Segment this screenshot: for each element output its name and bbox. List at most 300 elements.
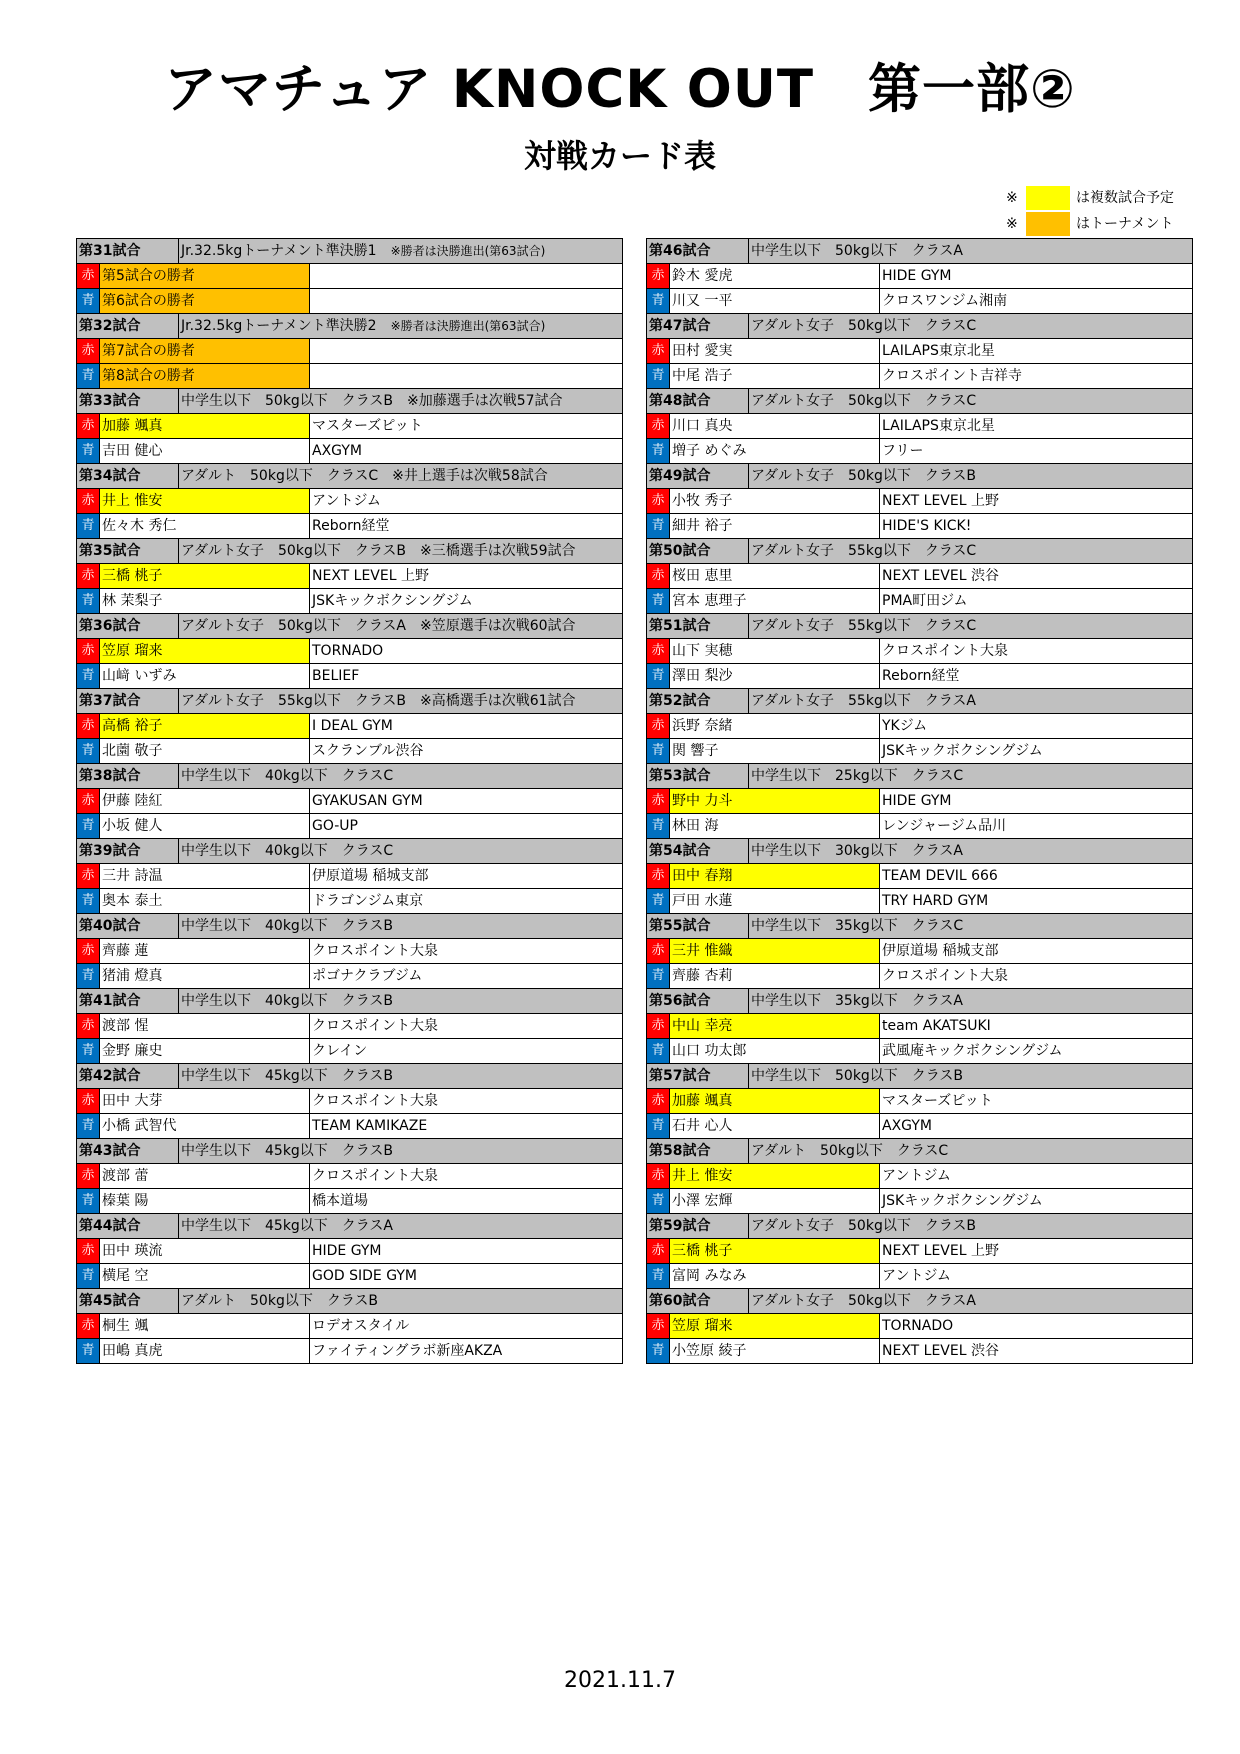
red-corner-label: 赤 [647, 264, 670, 288]
blue-corner-label: 青 [647, 1114, 670, 1138]
blue-fighter-gym: クレイン [310, 1039, 623, 1064]
blue-fighter-name: 戸田 水蓮 [672, 893, 733, 909]
red-corner-label: 赤 [647, 414, 670, 438]
blue-corner-label: 青 [77, 514, 100, 538]
red-fighter-gym: YKジム [880, 714, 1193, 739]
red-corner-label: 赤 [647, 1014, 670, 1038]
bout-category-text: 中学生以下 40kg以下 クラスB [181, 918, 393, 934]
red-corner-label: 赤 [647, 1089, 670, 1113]
bout-header-row [647, 914, 1193, 939]
bout-category [749, 839, 1193, 864]
blue-corner-label: 青 [647, 1339, 670, 1363]
blue-fighter-gym: スクランブル渋谷 [310, 739, 623, 764]
blue-fighter-gym: BELIEF [310, 664, 623, 689]
blue-fighter-gym: フリー [880, 439, 1193, 464]
blue-fighter-cell [647, 1189, 880, 1214]
blue-fighter-name: 川又 一平 [672, 293, 733, 309]
legend-mark: ※ [1006, 190, 1018, 206]
blue-fighter-gym: 橋本道場 [310, 1189, 623, 1214]
bout-number: 第58試合 [647, 1139, 749, 1164]
bout-category-text: Jr.32.5kgトーナメント準決勝2 [181, 318, 377, 334]
bout-category [179, 914, 623, 939]
blue-corner-label: 青 [77, 814, 100, 838]
bout-category [749, 539, 1193, 564]
blue-fighter-name: 富岡 みなみ [672, 1268, 747, 1284]
blue-fighter-cell [77, 739, 310, 764]
bout-header-row [77, 1064, 623, 1089]
red-fighter-gym: 伊原道場 稲城支部 [880, 939, 1193, 964]
blue-fighter-cell [77, 664, 310, 689]
red-corner-row [647, 639, 1193, 664]
red-fighter-name: 鈴木 愛虎 [672, 268, 733, 284]
red-fighter-gym: マスターズピット [310, 414, 623, 439]
blue-fighter-cell [77, 964, 310, 989]
red-corner-row [77, 339, 623, 364]
blue-corner-label: 青 [647, 289, 670, 313]
blue-fighter-cell [647, 364, 880, 389]
red-fighter-gym: HIDE GYM [880, 789, 1193, 814]
red-fighter-name: 中山 幸亮 [670, 1014, 879, 1038]
bout-category-text: Jr.32.5kgトーナメント準決勝1 [181, 243, 377, 259]
blue-fighter-gym: レンジャージム品川 [880, 814, 1193, 839]
blue-fighter-gym: PMA町田ジム [880, 589, 1193, 614]
red-fighter-gym [310, 264, 623, 289]
red-fighter-gym: TORNADO [880, 1314, 1193, 1339]
blue-corner-row [77, 589, 623, 614]
red-corner-label: 赤 [77, 489, 100, 513]
bout-category-text: 中学生以下 40kg以下 クラスB [181, 993, 393, 1009]
red-fighter-gym: クロスポイント大泉 [310, 1089, 623, 1114]
bout-category [749, 989, 1193, 1014]
blue-fighter-gym: Reborn経堂 [310, 514, 623, 539]
blue-fighter-gym: AXGYM [310, 439, 623, 464]
blue-fighter-name: 小坂 健人 [102, 818, 163, 834]
bout-header-row [77, 539, 623, 564]
blue-corner-label: 青 [647, 1264, 670, 1288]
red-fighter-name: 第5試合の勝者 [100, 264, 309, 288]
bout-header-row [77, 239, 623, 264]
blue-fighter-cell [647, 964, 880, 989]
bout-category-text: 中学生以下 30kg以下 クラスA [751, 843, 963, 859]
blue-fighter-gym: HIDE'S KICK! [880, 514, 1193, 539]
blue-fighter-cell [647, 739, 880, 764]
red-corner-label: 赤 [77, 1314, 100, 1338]
blue-corner-label: 青 [77, 1339, 100, 1363]
bout-category-text: アダルト女子 55kg以下 クラスC [751, 618, 977, 634]
red-fighter-cell [77, 639, 310, 664]
blue-fighter-cell [647, 889, 880, 914]
blue-fighter-gym: ドラゴンジム東京 [310, 889, 623, 914]
bout-number: 第44試合 [77, 1214, 179, 1239]
bout-category [749, 239, 1193, 264]
red-fighter-cell [647, 264, 880, 289]
red-corner-row [647, 414, 1193, 439]
blue-fighter-name: 吉田 健心 [102, 443, 163, 459]
red-fighter-cell [647, 1314, 880, 1339]
bout-number: 第48試合 [647, 389, 749, 414]
red-corner-row [647, 564, 1193, 589]
bout-category [749, 764, 1193, 789]
red-corner-row [77, 714, 623, 739]
red-corner-label: 赤 [77, 789, 100, 813]
blue-corner-row [77, 1264, 623, 1289]
blue-fighter-gym: AXGYM [880, 1114, 1193, 1139]
blue-fighter-name: 中尾 浩子 [672, 368, 733, 384]
blue-corner-row [647, 1114, 1193, 1139]
red-fighter-name: 田中 瑛流 [102, 1243, 163, 1259]
blue-corner-label: 青 [647, 1039, 670, 1063]
bout-header-row [647, 389, 1193, 414]
red-corner-row [647, 714, 1193, 739]
red-fighter-gym: ロデオスタイル [310, 1314, 623, 1339]
blue-fighter-name: 第8試合の勝者 [100, 364, 309, 388]
bout-category-text: アダルト女子 50kg以下 クラスC [751, 318, 977, 334]
bout-header-row [77, 464, 623, 489]
blue-fighter-name: 榛葉 陽 [102, 1193, 149, 1209]
bout-category [749, 389, 1193, 414]
bout-number: 第41試合 [77, 989, 179, 1014]
blue-fighter-name: 関 響子 [672, 743, 719, 759]
bout-header-row [77, 1139, 623, 1164]
blue-fighter-name: 齊藤 杏莉 [672, 968, 733, 984]
red-fighter-cell [647, 339, 880, 364]
blue-fighter-gym: クロスポイント大泉 [880, 964, 1193, 989]
blue-corner-row [647, 1189, 1193, 1214]
red-fighter-cell [647, 864, 880, 889]
bout-category-text: アダルト女子 50kg以下 クラスB ※三橋選手は次戦59試合 [181, 543, 576, 559]
bout-header-row [77, 1289, 623, 1314]
bout-number: 第31試合 [77, 239, 179, 264]
red-corner-label: 赤 [647, 714, 670, 738]
blue-corner-label: 青 [77, 1264, 100, 1288]
red-fighter-cell [77, 864, 310, 889]
red-fighter-gym: 伊原道場 稲城支部 [310, 864, 623, 889]
red-corner-row [647, 1089, 1193, 1114]
blue-fighter-cell [77, 1039, 310, 1064]
blue-fighter-name: 山口 功太郎 [672, 1043, 747, 1059]
bout-number: 第59試合 [647, 1214, 749, 1239]
blue-fighter-gym: GO-UP [310, 814, 623, 839]
bout-category [179, 1064, 623, 1089]
bout-header-row [647, 689, 1193, 714]
blue-fighter-name: 林田 海 [672, 818, 719, 834]
bout-number: 第50試合 [647, 539, 749, 564]
document-date: 2021.11.7 [564, 1668, 676, 1693]
bout-header-row [77, 1214, 623, 1239]
blue-fighter-cell [77, 364, 310, 389]
red-corner-row [77, 489, 623, 514]
blue-corner-row [77, 514, 623, 539]
bout-number: 第43試合 [77, 1139, 179, 1164]
red-corner-label: 赤 [77, 339, 100, 363]
blue-fighter-name: 横尾 空 [102, 1268, 149, 1284]
bout-number: 第47試合 [647, 314, 749, 339]
blue-corner-row [77, 364, 623, 389]
red-fighter-gym: TEAM DEVIL 666 [880, 864, 1193, 889]
red-corner-label: 赤 [647, 789, 670, 813]
red-corner-label: 赤 [77, 414, 100, 438]
red-fighter-cell [77, 1014, 310, 1039]
red-corner-label: 赤 [647, 864, 670, 888]
bout-category [749, 1064, 1193, 1089]
red-corner-row [647, 789, 1193, 814]
blue-corner-row [647, 514, 1193, 539]
blue-fighter-name: 佐々木 秀仁 [102, 518, 177, 534]
blue-fighter-name: 第6試合の勝者 [100, 289, 309, 313]
bout-number: 第40試合 [77, 914, 179, 939]
blue-fighter-gym: JSKキックボクシングジム [310, 589, 623, 614]
bout-category [179, 1139, 623, 1164]
bout-header-row [647, 464, 1193, 489]
blue-corner-label: 青 [647, 889, 670, 913]
red-corner-row [647, 1164, 1193, 1189]
red-fighter-gym: クロスポイント大泉 [310, 1014, 623, 1039]
bout-category [749, 1139, 1193, 1164]
red-fighter-gym: アントジム [310, 489, 623, 514]
blue-fighter-cell [77, 514, 310, 539]
bout-header-row [77, 314, 623, 339]
page-subtitle: 対戦カード表 [523, 137, 716, 175]
red-fighter-cell [77, 264, 310, 289]
red-fighter-gym: HIDE GYM [880, 264, 1193, 289]
bout-number: 第37試合 [77, 689, 179, 714]
blue-fighter-cell [647, 1339, 880, 1364]
bout-number: 第46試合 [647, 239, 749, 264]
bout-category [749, 1214, 1193, 1239]
blue-corner-row [647, 364, 1193, 389]
red-corner-row [77, 1314, 623, 1339]
bout-category [749, 614, 1193, 639]
red-fighter-gym: TORNADO [310, 639, 623, 664]
blue-corner-label: 青 [647, 664, 670, 688]
blue-fighter-gym [310, 364, 623, 389]
blue-fighter-gym: ポゴナクラブジム [310, 964, 623, 989]
bout-category-text: 中学生以下 40kg以下 クラスC [181, 843, 394, 859]
red-fighter-name: 桜田 恵里 [672, 568, 733, 584]
red-fighter-name: 井上 惟安 [100, 489, 309, 513]
red-fighter-name: 浜野 奈緒 [672, 718, 733, 734]
blue-corner-label: 青 [77, 964, 100, 988]
red-fighter-cell [647, 939, 880, 964]
blue-fighter-gym: JSKキックボクシングジム [880, 1189, 1193, 1214]
bout-category-text: 中学生以下 45kg以下 クラスA [181, 1218, 393, 1234]
red-fighter-cell [647, 564, 880, 589]
blue-corner-row [647, 739, 1193, 764]
bout-category-text: アダルト女子 50kg以下 クラスC [751, 393, 977, 409]
red-corner-label: 赤 [77, 264, 100, 288]
red-fighter-gym [310, 339, 623, 364]
blue-corner-row [77, 664, 623, 689]
red-fighter-cell [77, 1089, 310, 1114]
red-corner-label: 赤 [77, 1089, 100, 1113]
bout-number: 第53試合 [647, 764, 749, 789]
red-fighter-name: 笠原 瑠来 [670, 1314, 879, 1338]
blue-corner-label: 青 [647, 1189, 670, 1213]
right-bout-table [646, 238, 1193, 1364]
red-corner-label: 赤 [647, 939, 670, 963]
red-fighter-cell [77, 714, 310, 739]
blue-fighter-cell [647, 439, 880, 464]
bout-number: 第42試合 [77, 1064, 179, 1089]
red-corner-row [77, 1014, 623, 1039]
blue-fighter-name: 小橋 武智代 [102, 1118, 177, 1134]
bout-header-row [647, 1064, 1193, 1089]
red-corner-label: 赤 [77, 564, 100, 588]
blue-fighter-gym: アントジム [880, 1264, 1193, 1289]
red-fighter-name: 山下 実穂 [672, 643, 733, 659]
red-corner-row [77, 1164, 623, 1189]
red-fighter-name: 小牧 秀子 [672, 493, 733, 509]
bout-category-text: アダルト 50kg以下 クラスC ※井上選手は次戦58試合 [181, 468, 548, 484]
blue-fighter-gym: JSKキックボクシングジム [880, 739, 1193, 764]
bout-header-row [77, 839, 623, 864]
bout-header-row [647, 1139, 1193, 1164]
blue-corner-label: 青 [77, 889, 100, 913]
blue-corner-label: 青 [77, 1039, 100, 1063]
bout-header-row [647, 1289, 1193, 1314]
bout-category-text: アダルト女子 55kg以下 クラスC [751, 543, 977, 559]
red-fighter-name: 齊藤 蓮 [102, 943, 149, 959]
red-fighter-name: 渡部 惺 [102, 1018, 149, 1034]
blue-fighter-name: 北薗 敬子 [102, 743, 163, 759]
red-fighter-gym: NEXT LEVEL 上野 [310, 564, 623, 589]
bout-category [179, 689, 623, 714]
bout-number: 第39試合 [77, 839, 179, 864]
blue-fighter-cell [77, 814, 310, 839]
blue-fighter-name: 澤田 梨沙 [672, 668, 733, 684]
blue-corner-label: 青 [647, 964, 670, 988]
blue-fighter-cell [77, 1264, 310, 1289]
blue-fighter-name: 山﨑 いずみ [102, 668, 177, 684]
red-fighter-cell [77, 489, 310, 514]
red-fighter-gym: NEXT LEVEL 渋谷 [880, 564, 1193, 589]
blue-fighter-name: 猪浦 燈真 [102, 968, 163, 984]
blue-corner-row [77, 1039, 623, 1064]
bout-number: 第34試合 [77, 464, 179, 489]
bout-category [179, 1289, 623, 1314]
blue-fighter-name: 田嶋 真虎 [102, 1343, 163, 1359]
red-corner-row [647, 1239, 1193, 1264]
bout-category [179, 614, 623, 639]
blue-corner-row [647, 889, 1193, 914]
red-corner-label: 赤 [647, 1314, 670, 1338]
blue-corner-row [647, 814, 1193, 839]
blue-fighter-gym: ファイティングラボ新座AKZA [310, 1339, 623, 1364]
red-corner-row [647, 939, 1193, 964]
red-corner-label: 赤 [647, 639, 670, 663]
red-fighter-gym: HIDE GYM [310, 1239, 623, 1264]
bout-header-row [77, 389, 623, 414]
blue-corner-row [647, 589, 1193, 614]
bout-category-text: 中学生以下 50kg以下 クラスA [751, 243, 963, 259]
blue-fighter-cell [77, 1114, 310, 1139]
blue-fighter-cell [647, 289, 880, 314]
blue-corner-row [77, 889, 623, 914]
bout-category-text: アダルト女子 55kg以下 クラスB ※高橋選手は次戦61試合 [181, 693, 576, 709]
red-fighter-cell [647, 1164, 880, 1189]
red-fighter-name: 三井 詩温 [102, 868, 163, 884]
blue-corner-label: 青 [77, 364, 100, 388]
bout-number: 第51試合 [647, 614, 749, 639]
bout-category-text: 中学生以下 45kg以下 クラスB [181, 1068, 393, 1084]
red-fighter-cell [647, 789, 880, 814]
blue-corner-label: 青 [647, 364, 670, 388]
bout-number: 第33試合 [77, 389, 179, 414]
blue-corner-row [647, 439, 1193, 464]
bout-category-text: アダルト 50kg以下 クラスB [181, 1293, 379, 1309]
red-fighter-cell [647, 1014, 880, 1039]
blue-fighter-gym: 武風庵キックボクシングジム [880, 1039, 1193, 1064]
red-corner-row [77, 264, 623, 289]
blue-fighter-gym [310, 289, 623, 314]
bout-number: 第38試合 [77, 764, 179, 789]
blue-fighter-cell [77, 1339, 310, 1364]
red-corner-row [647, 864, 1193, 889]
bout-category [179, 989, 623, 1014]
red-fighter-gym: クロスポイント大泉 [310, 939, 623, 964]
red-corner-label: 赤 [647, 489, 670, 513]
red-fighter-name: 三井 惟織 [670, 939, 879, 963]
red-corner-label: 赤 [647, 1239, 670, 1263]
bout-category [749, 464, 1193, 489]
bout-category [179, 314, 623, 339]
red-fighter-cell [77, 789, 310, 814]
bout-category [749, 689, 1193, 714]
red-fighter-cell [77, 339, 310, 364]
blue-corner-row [647, 964, 1193, 989]
red-fighter-name: 桐生 颯 [102, 1318, 149, 1334]
red-fighter-name: 田中 春翔 [670, 864, 879, 888]
bout-category-text: アダルト女子 50kg以下 クラスA ※笠原選手は次戦60試合 [181, 618, 576, 634]
bout-category-text: 中学生以下 45kg以下 クラスB [181, 1143, 393, 1159]
red-corner-label: 赤 [77, 1014, 100, 1038]
blue-fighter-gym: TRY HARD GYM [880, 889, 1193, 914]
bout-category [179, 389, 623, 414]
blue-corner-label: 青 [647, 589, 670, 613]
blue-corner-row [77, 739, 623, 764]
bout-category-text: アダルト女子 50kg以下 クラスB [751, 1218, 977, 1234]
bout-category [179, 839, 623, 864]
blue-fighter-name: 小澤 宏輝 [672, 1193, 733, 1209]
red-corner-row [77, 1239, 623, 1264]
red-corner-label: 赤 [77, 1164, 100, 1188]
bout-category-text: 中学生以下 35kg以下 クラスC [751, 918, 964, 934]
red-corner-label: 赤 [77, 639, 100, 663]
red-fighter-name: 井上 惟安 [670, 1164, 879, 1188]
blue-fighter-cell [647, 1039, 880, 1064]
bout-note: ※勝者は決勝進出(第63試合) [390, 244, 546, 258]
bout-header-row [77, 689, 623, 714]
blue-fighter-name: 金野 廉史 [102, 1043, 163, 1059]
bout-category-text: アダルト女子 50kg以下 クラスA [751, 1293, 976, 1309]
blue-corner-label: 青 [647, 439, 670, 463]
blue-corner-row [647, 1339, 1193, 1364]
bout-category [749, 314, 1193, 339]
bout-header-row [77, 989, 623, 1014]
blue-corner-row [647, 1264, 1193, 1289]
blue-corner-label: 青 [77, 664, 100, 688]
bout-category-text: 中学生以下 40kg以下 クラスC [181, 768, 394, 784]
bout-category-text: アダルト女子 55kg以下 クラスA [751, 693, 976, 709]
blue-fighter-name: 石井 心人 [672, 1118, 733, 1134]
bout-header-row [77, 614, 623, 639]
blue-corner-label: 青 [647, 814, 670, 838]
legend-text: は複数試合予定 [1076, 190, 1174, 206]
bout-number: 第54試合 [647, 839, 749, 864]
bout-category-text: アダルト 50kg以下 クラスC [751, 1143, 949, 1159]
page-title: アマチュア KNOCK OUT 第一部② [164, 59, 1076, 120]
blue-corner-row [77, 289, 623, 314]
